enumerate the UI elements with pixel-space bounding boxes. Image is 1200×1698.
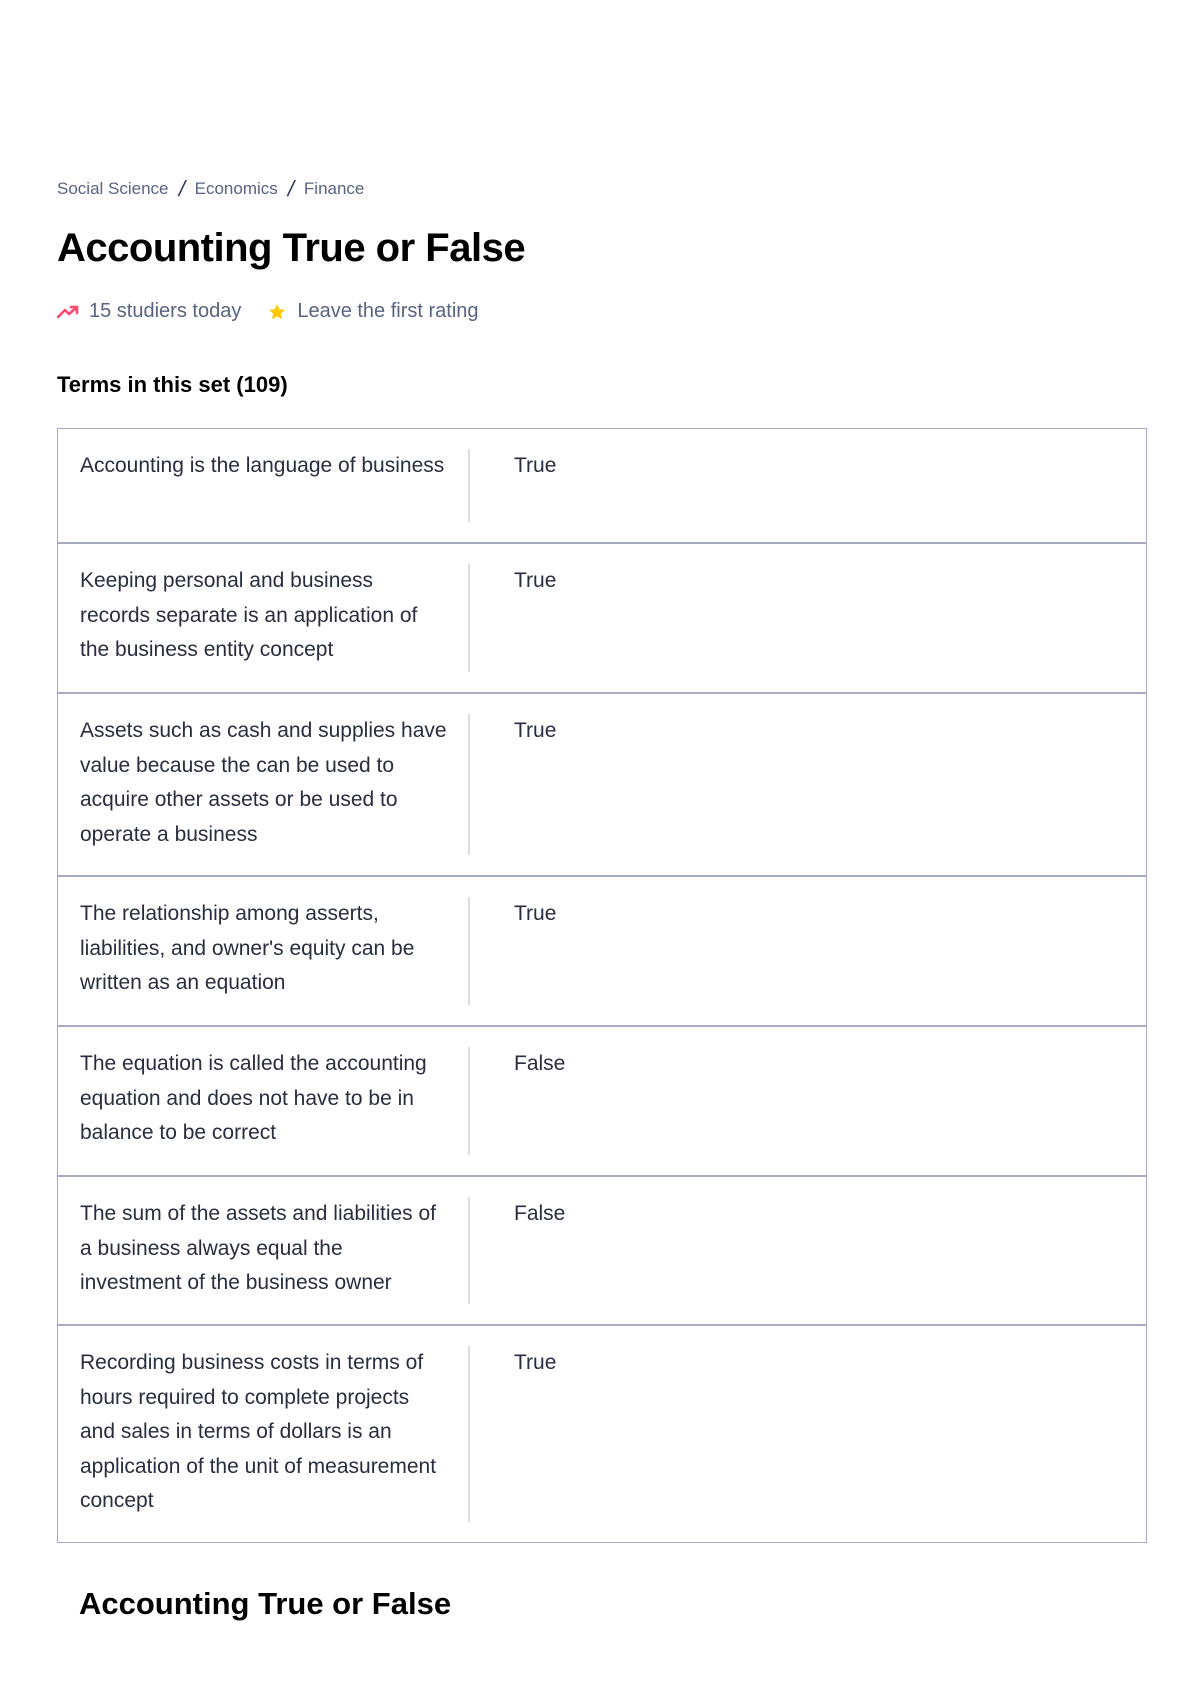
leave-rating-label: Leave the first rating (297, 300, 479, 322)
breadcrumb-separator: / (285, 176, 297, 201)
term-row (58, 692, 1146, 875)
term-row (58, 429, 1146, 542)
trending-up-icon (57, 305, 79, 319)
breadcrumb-item-finance[interactable]: Finance (303, 179, 365, 198)
term-definition: True (514, 902, 557, 925)
term-word: The sum of the assets and liabilities of a business always equal the investment of the business owner (58, 1197, 470, 1304)
terms-table (57, 428, 1147, 1543)
studiers-stat (57, 300, 241, 323)
term-word: Keeping personal and business records separate is an application of the business entity concept (58, 564, 470, 672)
footer-set-title: Accounting True or False (79, 1586, 452, 1621)
term-definition: True (514, 569, 557, 592)
term-definition: True (514, 1351, 557, 1374)
term-row (58, 1175, 1146, 1324)
term-word: Accounting is the language of business (58, 449, 470, 522)
studiers-count-label: 15 studiers today (89, 300, 242, 322)
term-row (58, 1324, 1146, 1542)
breadcrumb-separator: / (175, 176, 188, 201)
term-definition: True (514, 454, 557, 477)
term-definition: True (514, 719, 557, 742)
page-title: Accounting True or False (57, 226, 526, 270)
term-row (58, 542, 1146, 692)
set-stats (57, 300, 479, 323)
breadcrumb (57, 178, 364, 200)
terms-heading: Terms in this set (109) (57, 372, 288, 397)
term-definition: False (514, 1052, 566, 1075)
term-word: The equation is called the accounting equation and does not have to be in balance to be correct (58, 1047, 470, 1155)
breadcrumb-item-economics[interactable]: Economics (194, 179, 278, 198)
leave-rating-button[interactable] (267, 300, 478, 323)
term-row (58, 875, 1146, 1025)
term-word: Assets such as cash and supplies have value because the can be used to acquire other assets or be used to operate a business (58, 714, 470, 855)
star-icon (267, 302, 287, 322)
breadcrumb-item-social-science[interactable]: Social Science (57, 179, 169, 198)
term-word: Recording business costs in terms of hours required to complete projects and sales in terms of dollars is an application of the unit of measurement concept (58, 1346, 470, 1522)
term-row (58, 1025, 1146, 1175)
term-word: The relationship among asserts, liabilities, and owner's equity can be written as an equation (58, 897, 470, 1005)
term-definition: False (514, 1202, 566, 1225)
